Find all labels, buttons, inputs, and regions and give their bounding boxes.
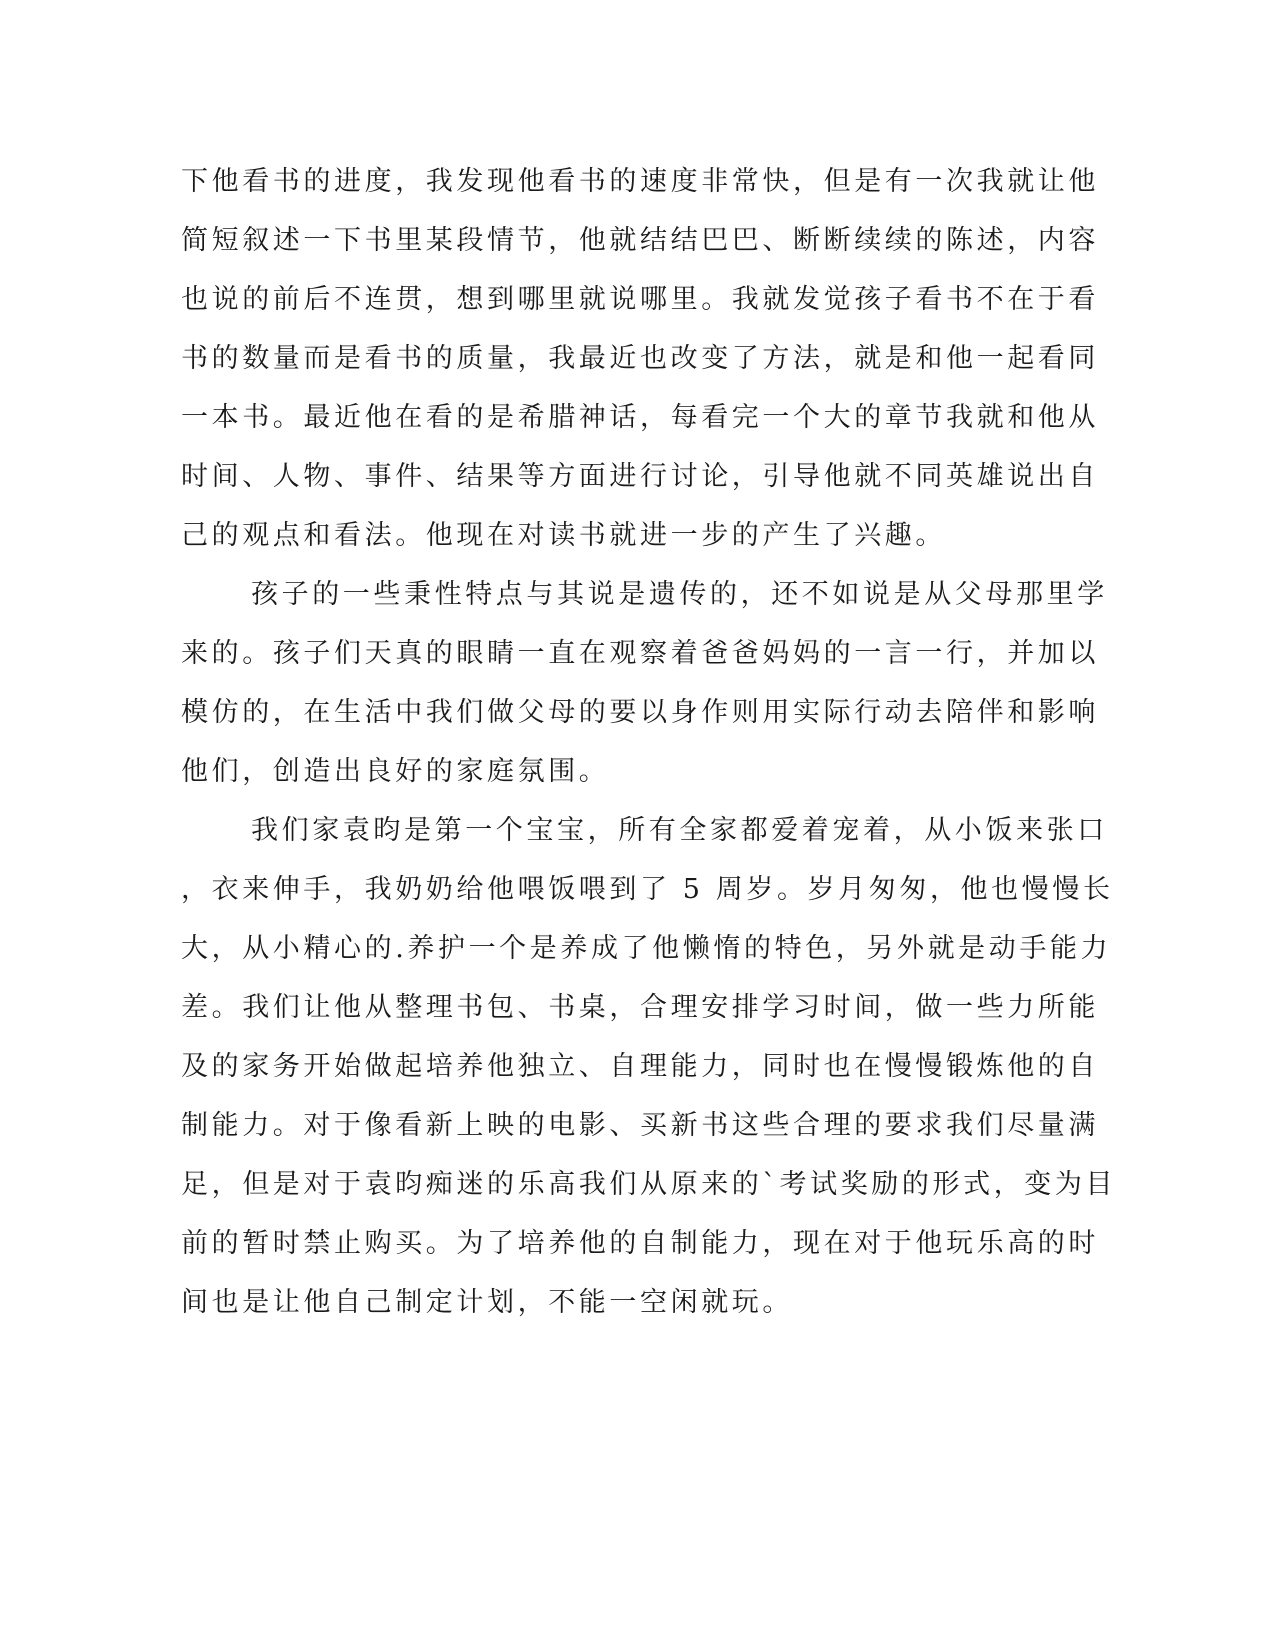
- text-line: 前的暂时禁止购买。为了培养他的自制能力，现在对于他玩乐高的时: [181, 1228, 1099, 1259]
- text-line: 简短叙述一下书里某段情节，他就结结巴巴、断断续续的陈述，内容: [181, 225, 1099, 256]
- paragraph: [181, 575, 1108, 811]
- paragraph: [181, 162, 1099, 575]
- text-line: 他们，创造出良好的家庭氛围。: [181, 756, 610, 787]
- text-line: 间也是让他自己制定计划，不能一空闲就玩。: [181, 1287, 793, 1318]
- text-line: 时间、人物、事件、结果等方面进行讨论，引导他就不同英雄说出自: [181, 461, 1099, 492]
- paragraph: [181, 811, 1117, 1342]
- text-line: 足，但是对于袁昀痴迷的乐高我们从原来的`考试奖励的形式，变为目: [181, 1169, 1117, 1200]
- text-line: 模仿的，在生活中我们做父母的要以身作则用实际行动去陪伴和影响: [181, 697, 1099, 728]
- text-line: 来的。孩子们天真的眼睛一直在观察着爸爸妈妈的一言一行，并加以: [181, 638, 1099, 669]
- document-body: [181, 162, 1117, 1342]
- text-line: 差。我们让他从整理书包、书桌，合理安排学习时间，做一些力所能: [181, 992, 1099, 1023]
- text-line: 一本书。最近他在看的是希腊神话，每看完一个大的章节我就和他从: [181, 402, 1099, 433]
- text-line: 及的家务开始做起培养他独立、自理能力，同时也在慢慢锻炼他的自: [181, 1051, 1099, 1082]
- text-line-first: 我们家袁昀是第一个宝宝，所有全家都爱着宠着，从小饭来张口: [251, 815, 1108, 846]
- text-line: ，衣来伸手，我奶奶给他喂饭喂到了 5 周岁。岁月匆匆，他也慢慢长: [181, 874, 1114, 905]
- text-line-first: 孩子的一些秉性特点与其说是遗传的，还不如说是从父母那里学: [251, 579, 1108, 610]
- text-line: 下他看书的进度，我发现他看书的速度非常快，但是有一次我就让他: [181, 166, 1099, 197]
- text-line: 书的数量而是看书的质量，我最近也改变了方法，就是和他一起看同: [181, 343, 1099, 374]
- text-line: 己的观点和看法。他现在对读书就进一步的产生了兴趣。: [181, 520, 946, 551]
- text-line: 也说的前后不连贯，想到哪里就说哪里。我就发觉孩子看书不在于看: [181, 284, 1099, 315]
- text-line: 制能力。对于像看新上映的电影、买新书这些合理的要求我们尽量满: [181, 1110, 1099, 1141]
- text-line: 大，从小精心的.养护一个是养成了他懒惰的特色，另外就是动手能力: [181, 933, 1112, 964]
